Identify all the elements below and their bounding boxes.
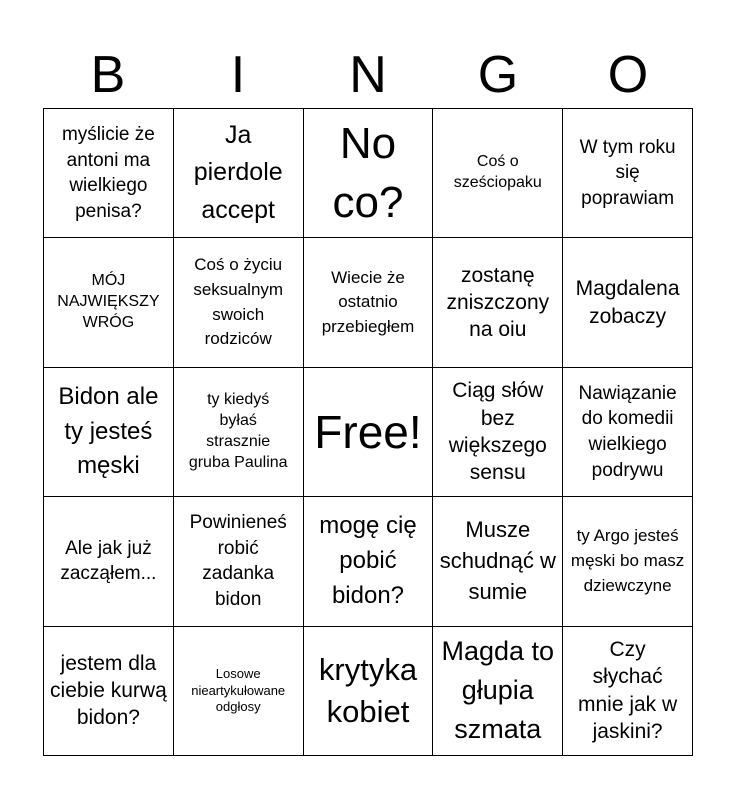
- bingo-cell[interactable]: [174, 238, 304, 367]
- bingo-cell[interactable]: [433, 497, 563, 626]
- cell-text: ty Argo jesteś męski bo masz dziewczyne: [570, 526, 685, 595]
- cell-text: Czy słychać mnie jak w jaskini?: [577, 638, 678, 744]
- bingo-cell[interactable]: [433, 368, 563, 497]
- bingo-cell[interactable]: [563, 368, 693, 497]
- bingo-cell[interactable]: [174, 109, 304, 238]
- cell-text: Powinieneś robić zadanka bidon: [189, 512, 287, 611]
- cell-text: W tym roku się poprawiam: [579, 136, 676, 210]
- bingo-cell[interactable]: [304, 109, 434, 238]
- cell-text: Coś o życiu seksualnym swoich rodziców: [193, 255, 284, 349]
- header-letter-b: B: [90, 46, 126, 104]
- cell-text: Ciąg słów bez większego sensu: [448, 379, 547, 485]
- header-letter-n: N: [349, 46, 387, 104]
- bingo-cell[interactable]: [433, 627, 563, 756]
- cell-text: mogę cię pobić bidon?: [319, 512, 417, 609]
- bingo-cell[interactable]: [44, 238, 174, 367]
- cell-text: Ja pierdole accept: [193, 120, 283, 224]
- bingo-cell[interactable]: [44, 497, 174, 626]
- cell-text: krytyka kobiet: [318, 651, 418, 729]
- cell-text: zostanę zniszczony na oiu: [446, 263, 550, 342]
- cell-text: Coś o sześciopaku: [453, 153, 542, 192]
- header-letter-g: G: [477, 46, 519, 104]
- header-letter-i: I: [230, 46, 246, 104]
- cell-text: Losowe nieartykułowane odgłosy: [191, 666, 286, 714]
- bingo-cell[interactable]: [563, 238, 693, 367]
- cell-text: Wiecie że ostatnio przebiegłem: [321, 267, 415, 336]
- bingo-cell[interactable]: [304, 238, 434, 367]
- cell-text: jestem dla ciebie kurwą bidon?: [50, 651, 167, 730]
- bingo-header: [43, 42, 693, 108]
- cell-text: MÓJ NAJWIĘKSZY WRÓG: [57, 272, 160, 331]
- cell-text: Free!: [314, 405, 422, 458]
- bingo-cell[interactable]: [304, 627, 434, 756]
- bingo-cell[interactable]: [563, 627, 693, 756]
- bingo-board: [43, 108, 693, 756]
- bingo-cell[interactable]: [304, 497, 434, 626]
- bingo-cell[interactable]: [174, 497, 304, 626]
- bingo-cell[interactable]: [563, 497, 693, 626]
- cell-text: ty kiedyś byłaś strasznie gruba Paulina: [188, 391, 288, 471]
- cell-text: Bidon ale ty jesteś męski: [58, 382, 159, 480]
- cell-text: Ale jak już zacząłem...: [60, 537, 157, 585]
- cell-text: Magda to głupia szmata: [441, 636, 555, 745]
- bingo-cell[interactable]: [433, 238, 563, 367]
- bingo-cell[interactable]: [44, 109, 174, 238]
- bingo-cell[interactable]: [44, 368, 174, 497]
- free-space[interactable]: [304, 368, 434, 497]
- cell-text: Nawiązanie do komedii wielkiego podrywu: [578, 382, 677, 481]
- header-letter-o: O: [607, 46, 649, 104]
- bingo-cell[interactable]: [174, 368, 304, 497]
- bingo-cell[interactable]: [174, 627, 304, 756]
- bingo-cell[interactable]: [433, 109, 563, 238]
- cell-text: Musze schudnąć w sumie: [439, 517, 556, 604]
- bingo-cell[interactable]: [44, 627, 174, 756]
- cell-text: Magdalena zobaczy: [575, 277, 680, 328]
- cell-text: myślicie że antoni ma wielkiego penisa?: [61, 123, 155, 222]
- bingo-cell[interactable]: [563, 109, 693, 238]
- cell-text: No co?: [332, 118, 404, 228]
